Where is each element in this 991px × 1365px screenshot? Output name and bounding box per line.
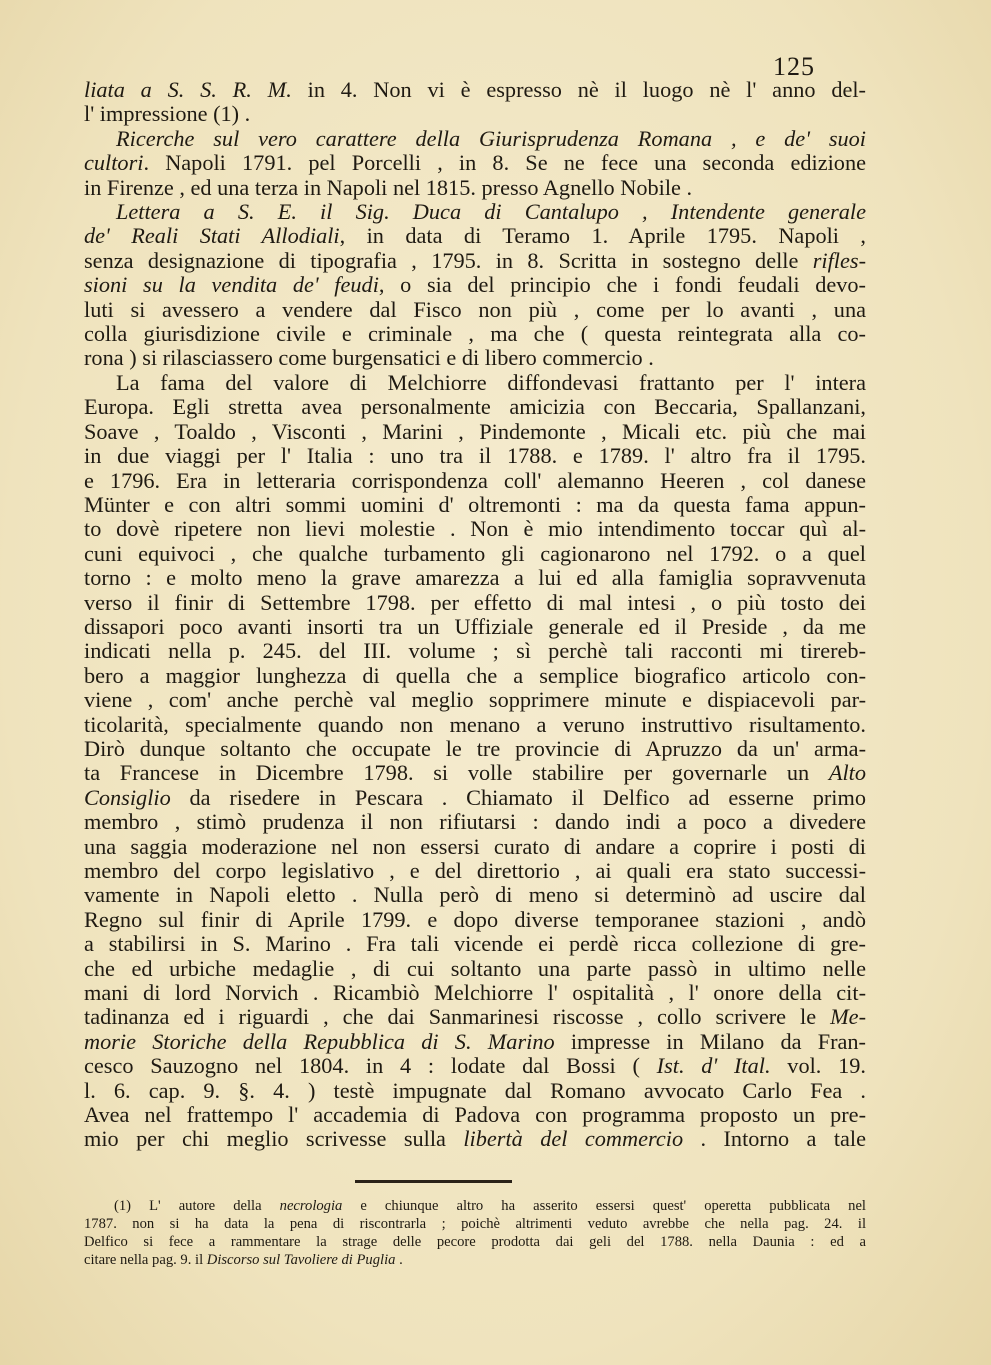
footnote-text: e chiunque altro ha asserito essersi quest' operetta pubblicata nel	[342, 1198, 866, 1214]
body-text: in Firenze , ed una terza in Napoli nel 1815. presso Agnello Nobile .	[84, 174, 693, 200]
footnote-line	[84, 1233, 866, 1251]
body-text: a stabilirsi in S. Marino . Fra tali vicende ei perdè ricca collezione di gre-	[84, 931, 866, 957]
body-line	[84, 542, 866, 566]
body-line	[84, 1079, 866, 1103]
body-line	[84, 688, 866, 712]
footnote-divider	[355, 1180, 512, 1183]
body-line	[84, 566, 866, 590]
body-line	[84, 859, 866, 883]
body-text: Regno sul finir di Aprile 1799. e dopo diverse temporanee stazioni , andò	[84, 906, 866, 932]
footnote-text: citare nella pag. 9. il	[84, 1252, 207, 1268]
body-line	[84, 78, 866, 102]
body-line	[84, 298, 866, 322]
body-line	[84, 957, 866, 981]
body-text: l. 6. cap. 9. §. 4. ) testè impugnate dal Romano avvocato Carlo Fea .	[84, 1077, 866, 1103]
body-line	[84, 102, 866, 126]
body-text: una saggia moderazione nel non essersi curato di andare a coprire i posti di	[84, 833, 866, 859]
body-text: verso il finir di Settembre 1798. per effetto di mal intesi , o più tosto dei	[84, 589, 866, 615]
body-text: senza designazione di tipografia , 1795. in 8. Scritta in sostegno delle	[84, 247, 813, 273]
body-text: cesco Sauzogno nel 1804. in 4 : lodate dal Bossi (	[84, 1053, 657, 1079]
body-line	[84, 1127, 866, 1151]
body-text: mio per chi meglio scrivesse sulla	[84, 1126, 464, 1152]
body-line	[84, 932, 866, 956]
footnote-line	[84, 1215, 866, 1233]
body-text: , in data di Teramo 1. Aprile 1795. Napoli ,	[339, 223, 866, 249]
body-text: cuni equivoci , che qualche turbamento gli cagionarono nel 1792. o a quel	[84, 540, 866, 566]
body-text: . Napoli 1791. pel Porcelli , in 8. Se ne fece una seconda edizione	[143, 150, 866, 176]
body-text: tadinanza ed i riguardi , che dai Sanmarinesi riscosse , collo scrivere le	[84, 1004, 831, 1030]
footnote-text: (1) L' autore della	[114, 1198, 280, 1214]
body-text: in due viaggi per l' Italia : uno tra il 1788. e 1789. l' altro fra il 1795.	[84, 443, 866, 469]
footnote-italic-text: Discorso sul Tavoliere di Puglia	[206, 1252, 396, 1268]
body-line	[84, 664, 866, 688]
body-text: Münter e con altri sommi uomini d' oltremonti : ma da questa fama appun-	[84, 491, 866, 517]
body-line	[84, 176, 866, 200]
body-line	[84, 835, 866, 859]
body-text: l' impressione (1) .	[84, 101, 251, 127]
body-text: ta Francese in Dicembre 1798. si volle stabilire per governarle un	[84, 760, 829, 786]
body-italic-text: morie Storiche della Repubblica di S. Marino	[84, 1028, 555, 1054]
footnote-text: .	[395, 1252, 403, 1268]
body-line	[84, 493, 866, 517]
body-text: membro , stimò prudenza il non rifiutarsi : dando indi a poco a divedere	[84, 809, 866, 835]
footnotes	[84, 1197, 866, 1269]
body-line	[84, 1103, 866, 1127]
body-italic-text: libertà del commercio	[463, 1126, 684, 1152]
body-text	[84, 78, 866, 1152]
page-number: 125	[773, 52, 815, 81]
body-text: . Intorno a tale	[683, 1126, 867, 1152]
body-text: ticolarità, specialmente quando non menano a veruno instruttivo risultamento.	[84, 711, 866, 737]
body-line	[84, 883, 866, 907]
body-text: membro del corpo legislativo , e del direttorio , ai quali era stato successi-	[84, 858, 866, 883]
body-italic-text: Me-	[830, 1004, 866, 1030]
body-text: vol. 19.	[770, 1053, 866, 1079]
body-text: torno : e molto meno la grave amarezza a lui ed alla famiglia sopravvenuta	[84, 565, 866, 591]
body-italic-text: liata a S. S. R. M.	[84, 77, 292, 102]
body-italic-text: Alto	[828, 760, 866, 786]
body-text: La fama del valore di Melchiorre diffondevasi frattanto per l' intera	[116, 369, 866, 395]
body-line	[84, 908, 866, 932]
body-line	[84, 639, 866, 663]
body-line	[84, 517, 866, 541]
body-text: mani di lord Norvich . Ricambiò Melchiorre l' ospitalità , l' onore della cit-	[84, 980, 866, 1006]
body-line	[84, 469, 866, 493]
body-text: bero a maggior lunghezza di quella che a semplice biografico articolo con-	[84, 662, 866, 688]
body-text: che ed urbiche medaglie , di cui soltanto una parte passò in ultimo nelle	[84, 955, 866, 981]
footnote-italic-text: necrologia	[279, 1198, 343, 1214]
body-text: viene , com' anche perchè val meglio sopprimere minute e dispiacevoli par-	[84, 687, 866, 713]
body-line	[84, 1005, 866, 1029]
body-text: dissapori poco avanti insorti tra un Uffiziale generale ed il Preside , da me	[84, 613, 866, 639]
body-text: colla giurisdizione civile e criminale , ma che ( questa reintegrata alla co-	[84, 321, 866, 347]
body-line	[84, 1030, 866, 1054]
body-line	[84, 249, 866, 273]
body-italic-text: rifles-	[812, 247, 866, 273]
body-line	[84, 761, 866, 785]
body-text: Soave , Toaldo , Visconti , Marini , Pindemonte , Micali etc. più che mai	[84, 418, 866, 444]
body-italic-text: sioni su la vendita de' feudi	[84, 272, 379, 298]
body-line	[84, 273, 866, 297]
body-text: luti si avessero a vendere dal Fisco non più , come per lo avanti , una	[84, 296, 866, 322]
body-line	[84, 371, 866, 395]
body-line	[84, 127, 866, 151]
body-line	[84, 713, 866, 737]
body-line	[84, 737, 866, 761]
body-italic-text: cultori	[84, 150, 144, 176]
body-line	[84, 1054, 866, 1078]
body-italic-text: Ricerche sul vero carattere della Giurisprudenza Romana , e de' suoi	[116, 125, 866, 151]
body-line	[84, 200, 866, 224]
body-text: Dirò dunque soltanto che occupate le tre provincie di Apruzzo da un' arma-	[84, 735, 866, 761]
footnote-text: 1787. non si ha data la pena di riscontrarla ; poichè altrimenti veduto avrebbe che nella pag. 24. il	[84, 1216, 866, 1232]
body-line	[84, 420, 866, 444]
body-line	[84, 151, 866, 175]
body-line	[84, 981, 866, 1005]
body-text: impresse in Milano da Fran-	[554, 1028, 866, 1054]
body-line	[84, 786, 866, 810]
body-text: in 4. Non vi è espresso nè il luogo nè l' anno del-	[291, 77, 866, 102]
body-line	[84, 591, 866, 615]
body-text: da risedere in Pescara . Chiamato il Delfico ad esserne primo	[170, 784, 866, 810]
footnote-line	[84, 1251, 866, 1269]
body-text: vamente in Napoli eletto . Nulla però di meno si determinò ad uscire dal	[84, 882, 866, 908]
body-line	[84, 810, 866, 834]
body-italic-text: de' Reali Stati Allodiali	[84, 223, 340, 249]
body-line	[84, 395, 866, 419]
body-text: indicati nella p. 245. del III. volume ; sì perchè tali racconti mi tirereb-	[84, 638, 866, 664]
body-line	[84, 224, 866, 248]
body-text: rona ) si rilasciassero come burgensatici e di libero commercio .	[84, 345, 654, 371]
body-text: Avea nel frattempo l' accademia di Padova con programma proposto un pre-	[84, 1102, 866, 1128]
body-italic-text: Consiglio	[84, 784, 171, 810]
footnote-line	[84, 1197, 866, 1215]
body-line	[84, 615, 866, 639]
body-text: e 1796. Era in letteraria corrispondenza coll' alemanno Heeren , col danese	[84, 467, 866, 493]
body-italic-text: Lettera a S. E. il Sig. Duca di Cantalupo , Intendente generale	[116, 199, 866, 225]
footnote-text: Delfico si fece a rammentare la strage delle pecore prodotta dai geli del 1788. nella Daunia : ed a	[84, 1234, 866, 1250]
body-text: Europa. Egli stretta avea personalmente amicizia con Beccaria, Spallanzani,	[84, 394, 866, 420]
body-text: , o sia del principio che i fondi feudali devo-	[378, 272, 866, 298]
body-line	[84, 444, 866, 468]
body-italic-text: Ist. d' Ital.	[656, 1053, 771, 1079]
body-line	[84, 346, 866, 370]
body-line	[84, 322, 866, 346]
body-text: to dovè ripetere non lievi molestie . Non è mio intendimento toccar quì al-	[84, 516, 866, 542]
